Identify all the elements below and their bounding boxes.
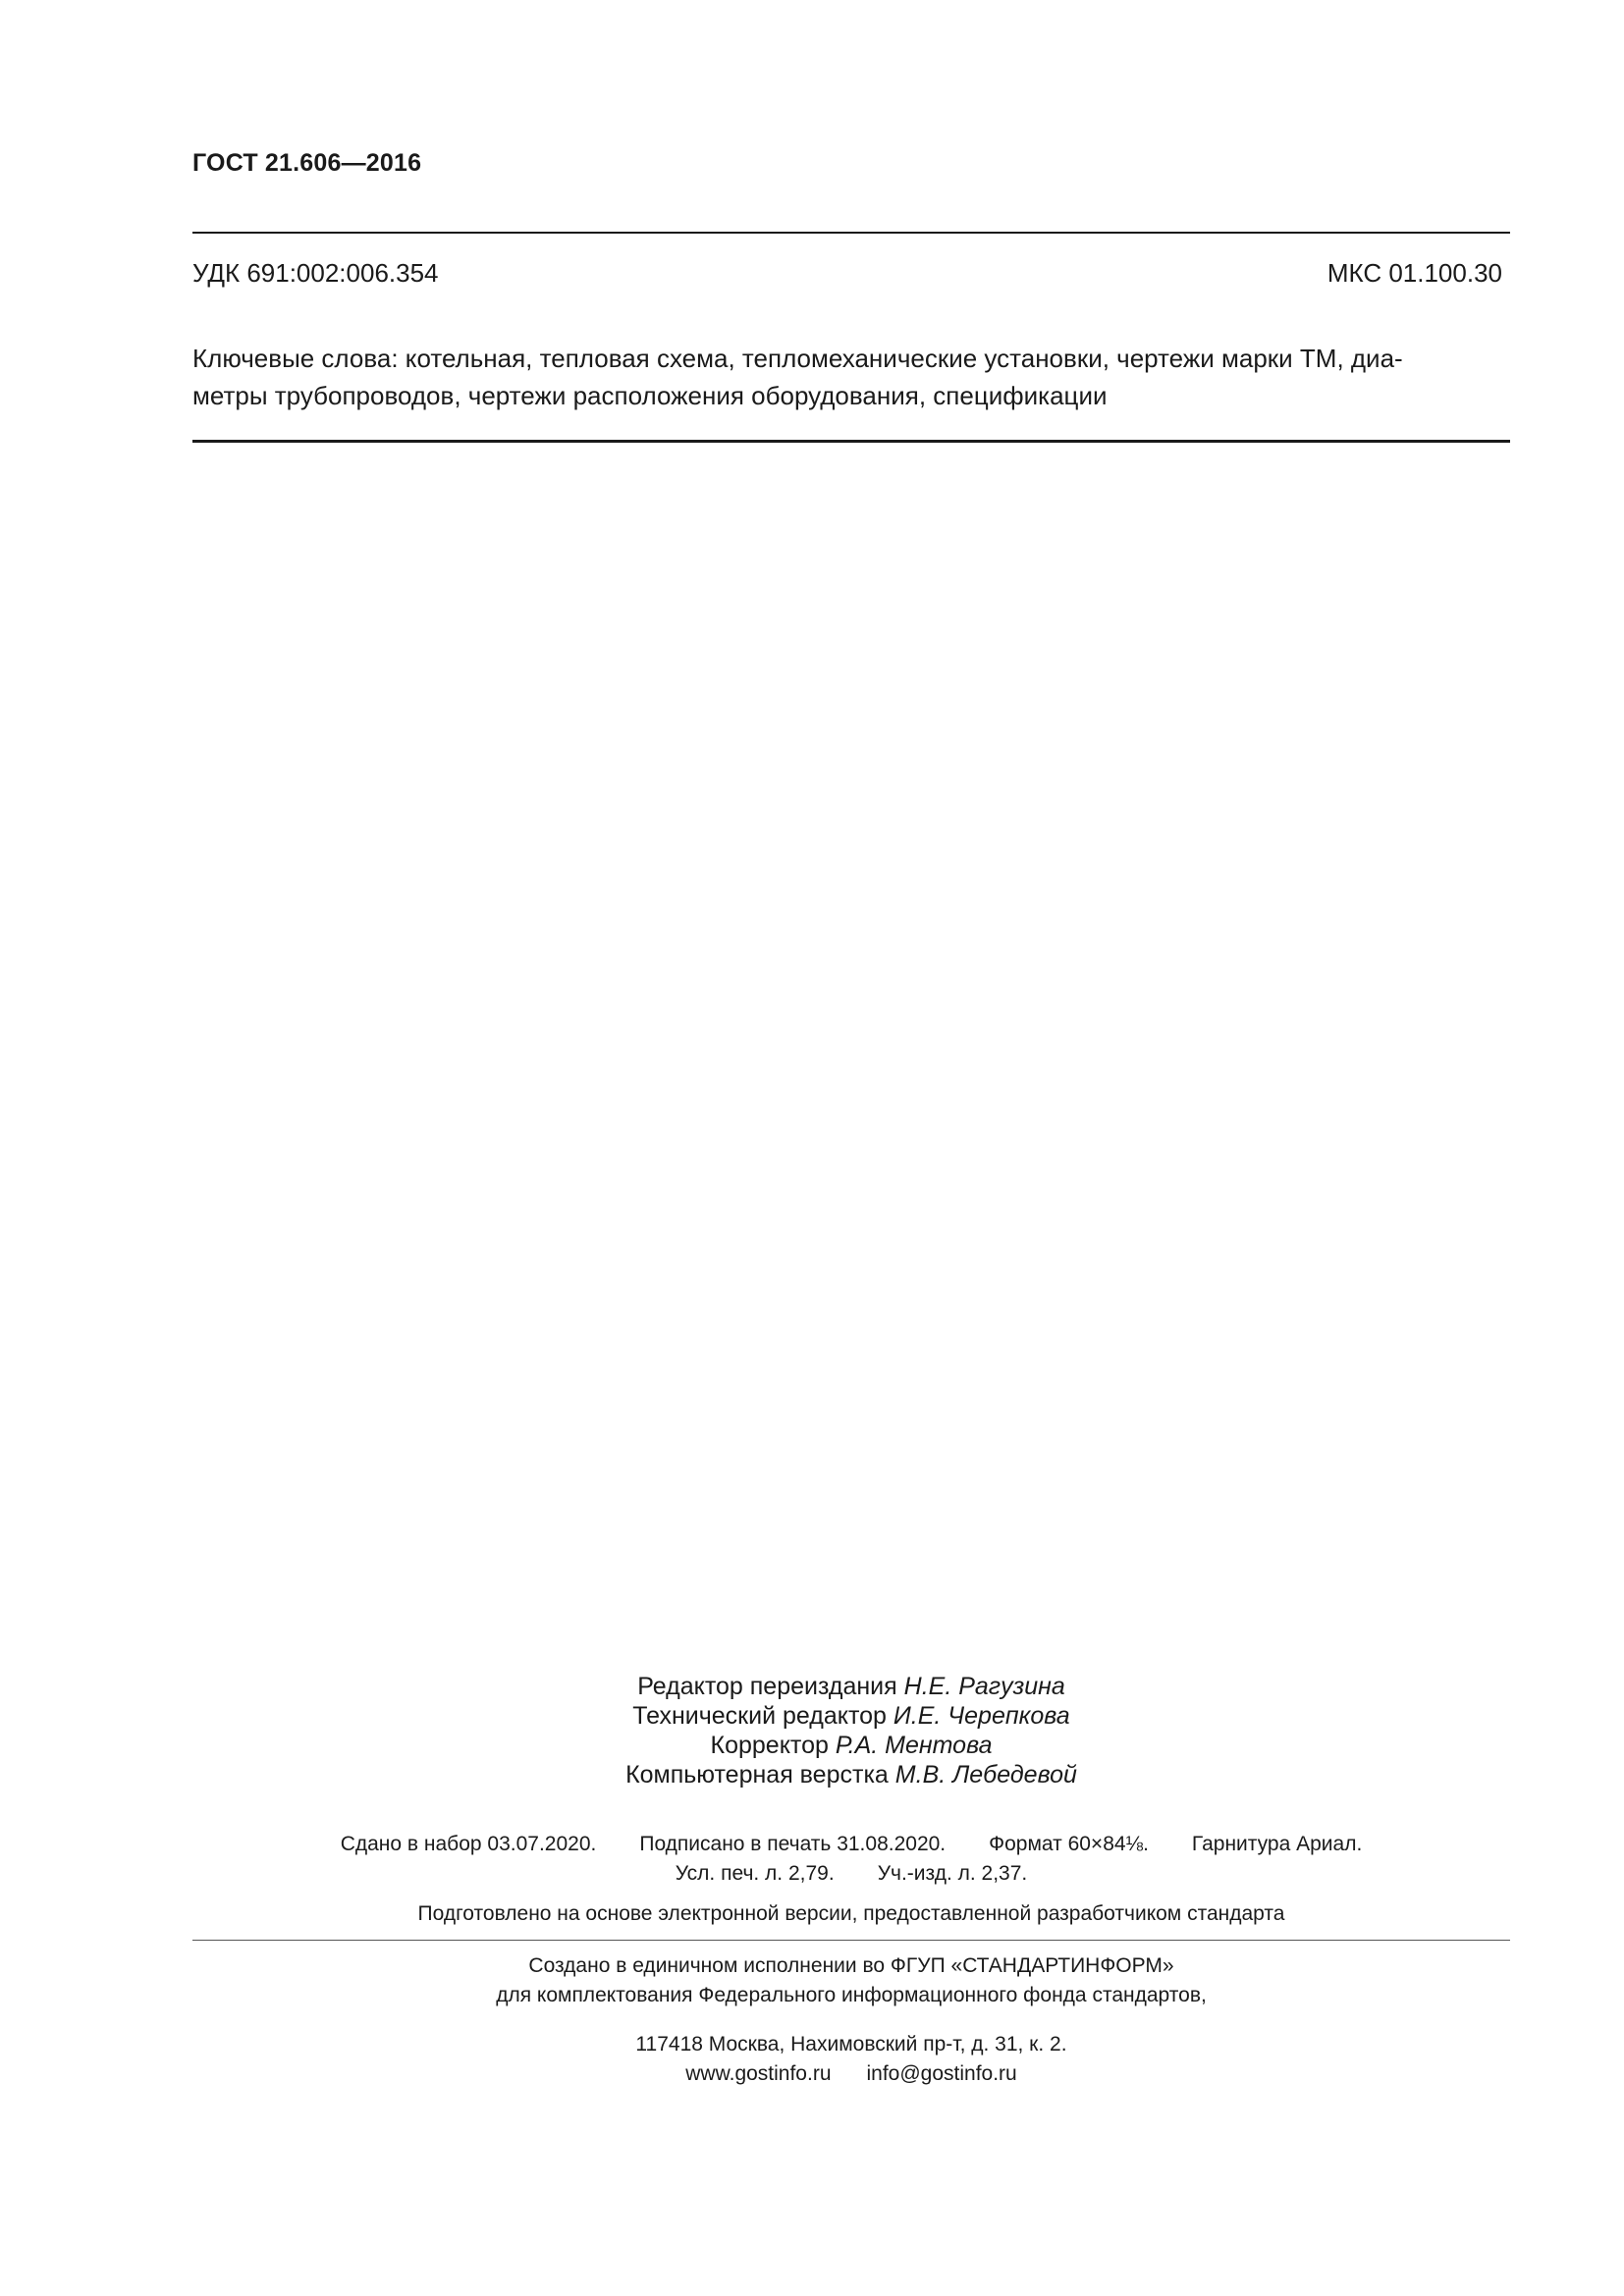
credit-person: И.Е. Черепкова bbox=[893, 1702, 1070, 1730]
publisher-line-2: для комплектования Федерального информационного фонда стандартов, bbox=[496, 1984, 1207, 2006]
credit-role: Технический редактор bbox=[632, 1702, 887, 1730]
mks-code: МКС 01.100.30 bbox=[1326, 258, 1502, 288]
udk-code: УДК 691:002:006.354 bbox=[192, 258, 439, 288]
print-info-block bbox=[192, 1830, 1510, 1889]
publisher-line-1: Создано в единичном исполнении во ФГУП «СТАНДАРТИНФОРМ» bbox=[528, 1954, 1174, 1977]
print-info-line-1 bbox=[192, 1830, 1510, 1859]
top-divider bbox=[192, 232, 1510, 234]
publisher-divider bbox=[192, 1940, 1510, 1941]
prepared-note: Подготовлено на основе электронной версии, предоставленной разработчиком стандарта bbox=[417, 1902, 1285, 1925]
edition-sheets: Уч.-изд. л. 2,37. bbox=[877, 1862, 1028, 1885]
credit-person: Н.Е. Рагузина bbox=[903, 1673, 1065, 1700]
print-sheets: Усл. печ. л. 2,79. bbox=[675, 1862, 835, 1885]
paper-format: Формат 60×84⅛. bbox=[989, 1833, 1149, 1855]
credit-role: Корректор bbox=[710, 1732, 829, 1759]
address-block bbox=[192, 2030, 1510, 2089]
print-info-line-2 bbox=[192, 1859, 1510, 1889]
credit-person: Р.А. Ментова bbox=[835, 1732, 993, 1759]
keywords-line-1: Ключевые слова: котельная, тепловая схема, тепломеханические установки, чертежи марки ТМ, диа- bbox=[192, 344, 1403, 373]
keywords-divider bbox=[192, 440, 1510, 443]
signed-date: Подписано в печать 31.08.2020. bbox=[639, 1833, 947, 1855]
typeset-date: Сдано в набор 03.07.2020. bbox=[340, 1833, 597, 1855]
credit-technical-editor bbox=[192, 1701, 1510, 1731]
credit-role: Компьютерная верстка bbox=[625, 1761, 889, 1789]
publisher-block bbox=[192, 1951, 1510, 2010]
email-link[interactable]: info@gostinfo.ru bbox=[866, 2062, 1017, 2085]
classification-row bbox=[192, 258, 1502, 289]
credit-person: М.В. Лебедевой bbox=[894, 1761, 1077, 1789]
keywords-line-2: метры трубопроводов, чертежи расположения оборудования, спецификации bbox=[192, 381, 1108, 410]
keywords-block bbox=[192, 340, 1510, 414]
contact-line bbox=[192, 2059, 1510, 2089]
standard-code: ГОСТ 21.606—2016 bbox=[192, 149, 422, 177]
credits-block bbox=[192, 1672, 1510, 1789]
credit-proofreader bbox=[192, 1731, 1510, 1760]
credit-editor bbox=[192, 1672, 1510, 1701]
street-address: 117418 Москва, Нахимовский пр-т, д. 31, к. 2. bbox=[635, 2033, 1067, 2056]
website-link[interactable]: www.gostinfo.ru bbox=[685, 2062, 832, 2085]
typeface: Гарнитура Ариал. bbox=[1191, 1833, 1363, 1855]
credit-layout bbox=[192, 1760, 1510, 1789]
credit-role: Редактор переиздания bbox=[637, 1673, 897, 1700]
